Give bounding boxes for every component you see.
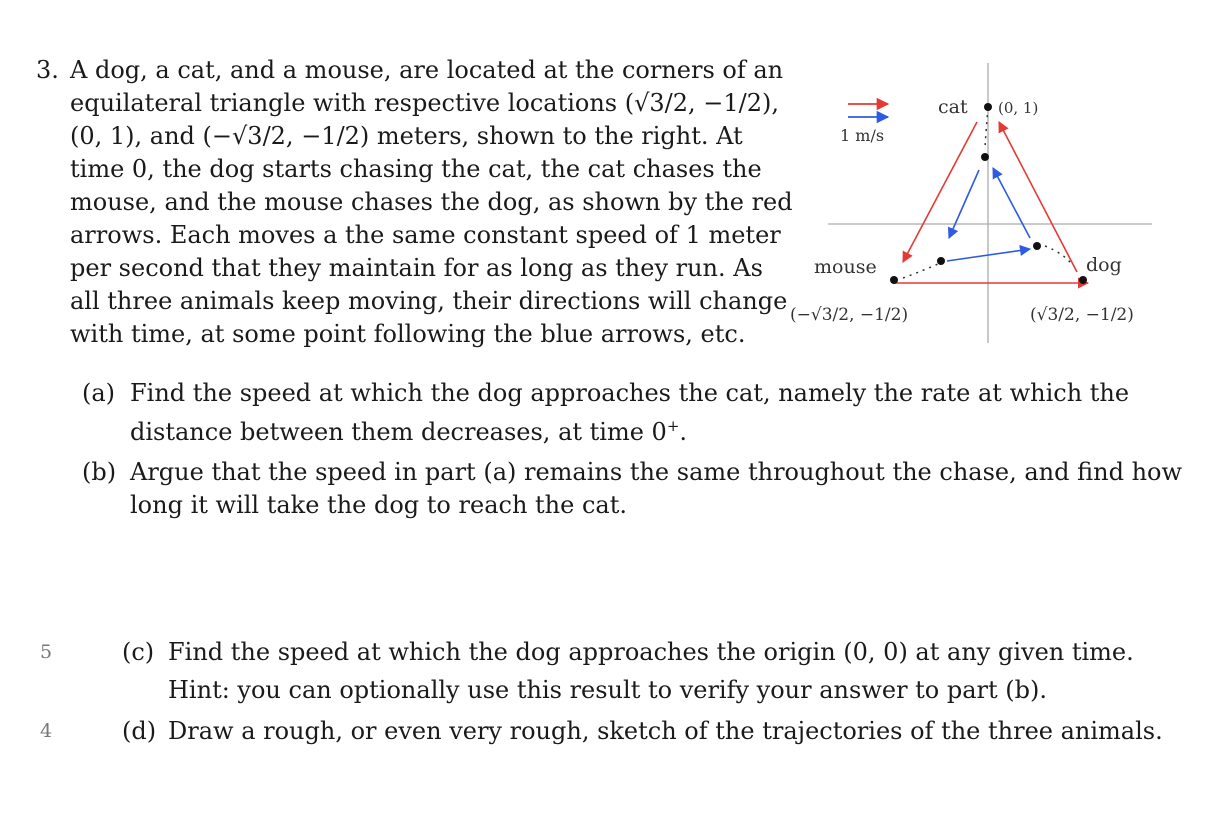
part-a-line-1: Find the speed at which the dog approaches the cat, namely the rate at which the xyxy=(130,379,1130,407)
mouse-coord: (−√3/2, −1/2) xyxy=(790,305,909,325)
cat-label: cat xyxy=(938,96,968,118)
part-d-label: (d) xyxy=(122,717,157,745)
part-a-superscript: + xyxy=(666,417,680,435)
dog-dot xyxy=(1079,276,1087,284)
dog-moved-dot xyxy=(1033,242,1041,250)
part-a-label: (a) xyxy=(82,379,116,407)
part-b-label: (b) xyxy=(82,458,117,486)
chase-diagram xyxy=(790,58,1160,348)
blue-arrow-3 xyxy=(949,170,979,238)
part-a-line-2-text: distance between them decreases, at time 0 xyxy=(130,418,667,446)
problem-line-6: arrows. Each moves a the same constant speed of 1 meter xyxy=(70,221,781,249)
problem-line-4: time 0, the dog starts chasing the cat, the cat chases the xyxy=(70,155,762,183)
part-c-label: (c) xyxy=(122,638,155,666)
blue-arrow-2 xyxy=(993,168,1030,238)
mouse-label: mouse xyxy=(814,256,877,278)
mouse-moved-dot xyxy=(937,257,945,265)
part-b-line-2: long it will take the dog to reach the cat. xyxy=(130,491,627,519)
red-arrow-cat-to-mouse xyxy=(903,122,977,262)
problem-line-7: per second that they maintain for as long as they run. As xyxy=(70,254,763,282)
dog-label: dog xyxy=(1086,254,1122,276)
dog-coord: (√3/2, −1/2) xyxy=(1030,305,1134,325)
mouse-dot xyxy=(890,276,898,284)
part-b-line-1: Argue that the speed in part (a) remains the same throughout the chase, and find how xyxy=(130,458,1183,486)
part-c-hint: Hint: you can optionally use this result to verify your answer to part (b). xyxy=(168,676,1048,704)
problem-line-1: A dog, a cat, and a mouse, are located at the corners of an xyxy=(70,56,784,84)
problem-number: 3. xyxy=(36,56,59,84)
cat-moved-dot xyxy=(981,153,989,161)
part-a-period: . xyxy=(679,418,688,446)
scale-label: 1 m/s xyxy=(840,126,885,145)
margin-number-4: 4 xyxy=(40,720,53,742)
problem-line-9: with time, at some point following the blue arrows, etc. xyxy=(70,320,746,348)
problem-line-5: mouse, and the mouse chases the dog, as shown by the red xyxy=(70,188,793,216)
problem-line-8: all three animals keep moving, their directions will change xyxy=(70,287,788,315)
problem-line-2: equilateral triangle with respective locations (√3/2, −1/2), xyxy=(70,89,780,117)
part-d-line-1: Draw a rough, or even very rough, sketch of the trajectories of the three animals. xyxy=(168,717,1163,745)
part-a-line-2 xyxy=(130,410,687,449)
part-c-line-1: Find the speed at which the dog approaches the origin (0, 0) at any given time. xyxy=(168,638,1134,666)
margin-number-5: 5 xyxy=(40,641,53,663)
problem-line-3: (0, 1), and (−√3/2, −1/2) meters, shown to the right. At xyxy=(70,122,743,150)
cat-dot xyxy=(984,103,992,111)
cat-coord: (0, 1) xyxy=(998,99,1039,117)
